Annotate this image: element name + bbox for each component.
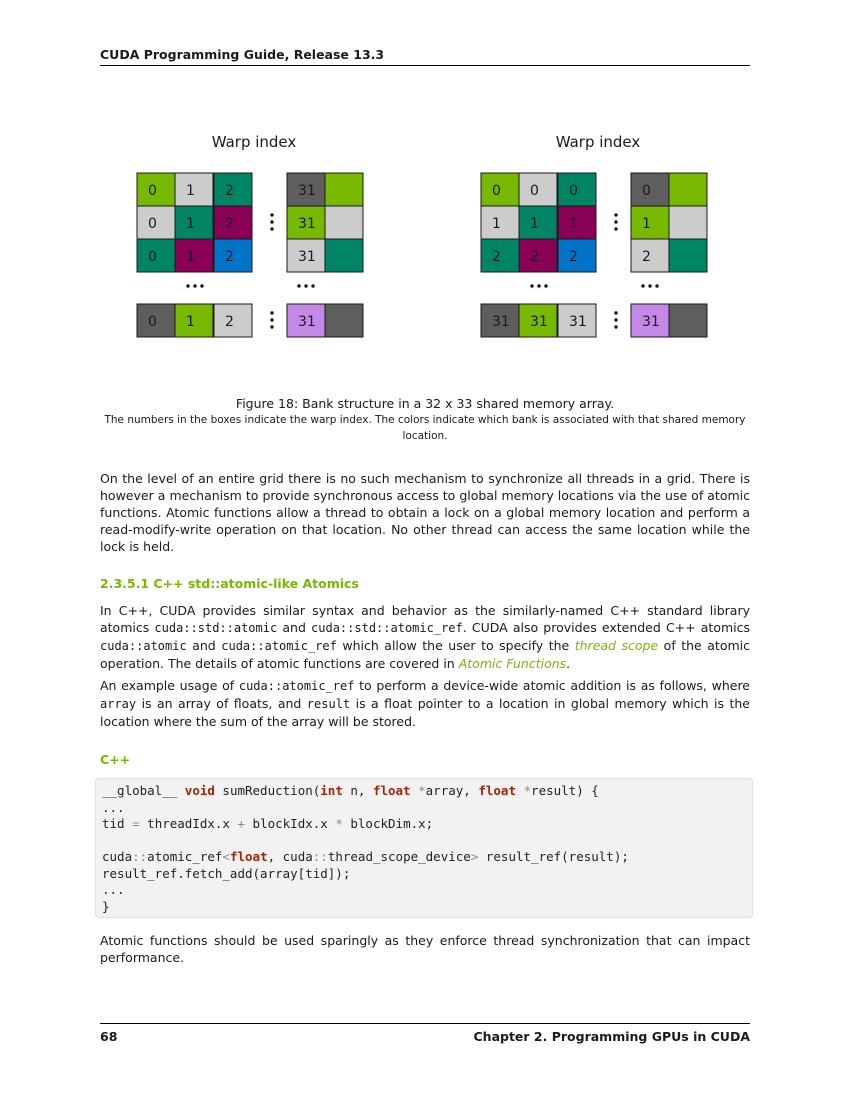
warp-index-value: 1 <box>186 249 195 265</box>
warp-index-value: 0 <box>492 183 501 199</box>
warp-index-value: 1 <box>530 216 539 232</box>
memory-grid-right <box>481 173 707 337</box>
warp-index-value: 0 <box>148 314 157 330</box>
code-line: result_ref.fetch_add(array[tid]); <box>102 865 351 881</box>
memory-cell <box>669 173 707 206</box>
vertical-ellipsis-dot <box>270 227 273 230</box>
memory-cell <box>669 206 707 239</box>
text-run: and <box>277 620 312 635</box>
text-run: . <box>566 656 571 671</box>
text-run: An example usage of <box>100 678 239 693</box>
warp-index-value: 2 <box>530 249 539 265</box>
warp-index-value: 1 <box>186 183 195 199</box>
memory-cell <box>325 173 363 206</box>
warp-index-value: 31 <box>530 314 548 330</box>
warp-index-value: 31 <box>642 314 660 330</box>
footer-rule <box>100 1023 750 1024</box>
figure-caption-description: The numbers in the boxes indicate the warp index. The colors indicate which bank is associated with that shared memory location. <box>104 414 746 442</box>
warp-index-value: 31 <box>298 216 316 232</box>
memory-grid-left <box>137 173 363 337</box>
vertical-ellipsis-dot <box>614 220 617 223</box>
warp-index-value: 0 <box>569 183 578 199</box>
text-run: In C++, CUDA provides similar syntax and behavior as the similarly-named C++ standard library atomics <box>100 603 750 635</box>
code-line: ... <box>102 882 125 897</box>
inline-code: cuda::atomic <box>100 639 187 653</box>
vertical-ellipsis-dot <box>270 318 273 321</box>
vertical-ellipsis-dot <box>614 213 617 216</box>
memory-cell <box>325 239 363 272</box>
code-line: __global__ void sumReduction(int n, float *array, float *result) { <box>102 783 599 798</box>
thread-scope-link[interactable]: thread scope <box>574 638 659 653</box>
horizontal-ellipsis-dot <box>537 284 540 287</box>
running-header: CUDA Programming Guide, Release 13.3 <box>100 47 385 62</box>
inline-code: array <box>100 697 137 711</box>
text-run: . CUDA also provides extended C++ atomics <box>462 620 751 635</box>
horizontal-ellipsis-dot <box>648 284 651 287</box>
text-run: is a float pointer to a location in global memory which is the location where the sum of the array will be stored. <box>100 696 750 729</box>
paragraph-atomics-intro <box>100 602 750 672</box>
inline-code: cuda::std::atomic_ref <box>311 621 463 635</box>
section-heading: 2.3.5.1 C++ std::atomic-like Atomics <box>100 576 359 591</box>
code-line-blank <box>102 833 752 850</box>
horizontal-ellipsis-dot <box>193 284 196 287</box>
text-run: to perform a device-wide atomic addition is as follows, where <box>354 678 750 693</box>
vertical-ellipsis-dot <box>614 227 617 230</box>
page-number: 68 <box>100 1029 118 1044</box>
code-line: } <box>102 898 110 914</box>
chapter-title: Chapter 2. Programming GPUs in CUDA <box>473 1029 750 1044</box>
warp-index-value: 0 <box>148 249 157 265</box>
horizontal-ellipsis-dot <box>530 284 533 287</box>
horizontal-ellipsis-dot <box>641 284 644 287</box>
paragraph-atomic-performance: Atomic functions should be used sparingly as they enforce thread synchronization that can impact performance. <box>100 933 750 965</box>
memory-cell <box>325 206 363 239</box>
inline-code: cuda::atomic_ref <box>221 639 337 653</box>
vertical-ellipsis-dot <box>614 311 617 314</box>
warp-index-value: 0 <box>642 183 651 199</box>
paragraph-atomic-ref-example <box>100 677 750 730</box>
warp-index-value: 31 <box>569 314 587 330</box>
warp-index-label-right: Warp index <box>555 133 641 151</box>
warp-index-value: 31 <box>492 314 510 330</box>
code-line: cuda::atomic_ref<float, cuda::thread_scope_device> result_ref(result); <box>102 849 629 864</box>
warp-index-value: 2 <box>225 183 234 199</box>
warp-index-value: 1 <box>186 314 195 330</box>
warp-index-label-left: Warp index <box>211 133 297 151</box>
vertical-ellipsis-dot <box>614 325 617 328</box>
bank-structure-figure <box>100 125 750 350</box>
inline-code: cuda::atomic_ref <box>238 679 355 693</box>
warp-index-value: 1 <box>642 216 651 232</box>
memory-cell <box>669 239 707 272</box>
warp-index-value: 2 <box>492 249 501 265</box>
text-run: is an array of floats, and <box>136 696 307 711</box>
horizontal-ellipsis-dot <box>655 284 658 287</box>
warp-index-value: 31 <box>298 249 316 265</box>
header-rule <box>100 65 750 66</box>
warp-index-value: 0 <box>530 183 539 199</box>
warp-index-value: 2 <box>569 249 578 265</box>
vertical-ellipsis-dot <box>614 318 617 321</box>
memory-cell <box>669 304 707 337</box>
code-line: tid = threadIdx.x + blockIdx.x * blockDim.x; <box>102 816 434 831</box>
horizontal-ellipsis-dot <box>311 284 314 287</box>
warp-index-value: 1 <box>569 216 578 232</box>
figure-caption-title: Figure 18: Bank structure in a 32 x 33 shared memory array. <box>235 396 615 411</box>
warp-index-value: 2 <box>642 249 651 265</box>
horizontal-ellipsis-dot <box>200 284 203 287</box>
code-block-language-label: C++ <box>100 752 131 767</box>
memory-cell <box>325 304 363 337</box>
horizontal-ellipsis-dot <box>544 284 547 287</box>
warp-index-value: 2 <box>225 249 234 265</box>
vertical-ellipsis-dot <box>270 213 273 216</box>
vertical-ellipsis-dot <box>270 220 273 223</box>
vertical-ellipsis-dot <box>270 325 273 328</box>
horizontal-ellipsis-dot <box>186 284 189 287</box>
warp-index-value: 31 <box>298 314 316 330</box>
horizontal-ellipsis-dot <box>297 284 300 287</box>
vertical-ellipsis-dot <box>270 311 273 314</box>
paragraph-grid-sync: On the level of an entire grid there is no such mechanism to synchronize all threads in a grid. There is however a mechanism to provide synchronous access to global memory locations via the use of atomic functions. Atomic functions allow a thread to obtain a lock on a global memory location and perform a read-modify-write operation on that location. No other thread can access the same location while the lock is held. <box>100 471 750 554</box>
code-block[interactable] <box>95 778 753 918</box>
warp-index-value: 0 <box>148 183 157 199</box>
warp-index-value: 2 <box>225 216 234 232</box>
warp-index-value: 31 <box>298 183 316 199</box>
inline-code: result <box>306 697 351 711</box>
warp-index-value: 0 <box>148 216 157 232</box>
warp-index-value: 2 <box>225 314 234 330</box>
text-run: and <box>186 638 222 653</box>
inline-code: cuda::std::atomic <box>154 621 278 635</box>
text-run: which allow the user to specify the <box>336 638 575 653</box>
warp-index-value: 1 <box>186 216 195 232</box>
warp-index-value: 1 <box>492 216 501 232</box>
code-line: ... <box>102 799 125 815</box>
atomic-functions-link[interactable]: Atomic Functions <box>458 656 567 671</box>
horizontal-ellipsis-dot <box>304 284 307 287</box>
text-run: of the atomic operation. The details of atomic functions are covered in <box>100 638 750 671</box>
